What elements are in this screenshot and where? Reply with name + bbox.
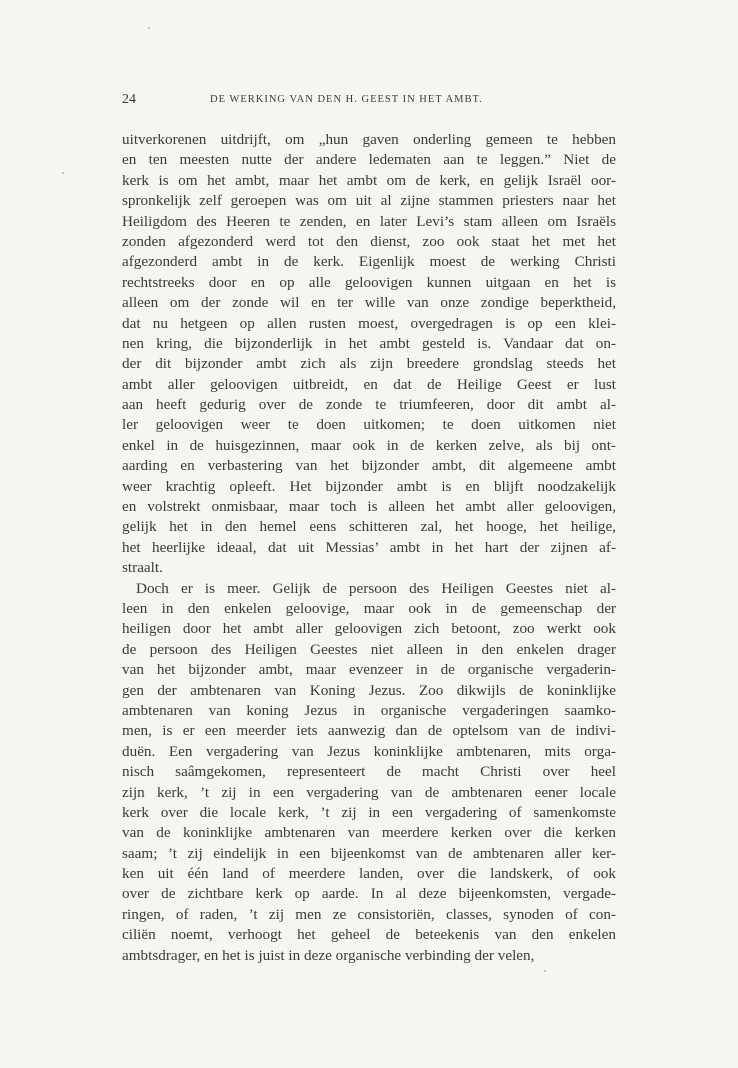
text-line: weer krachtig opleeft. Het bijzonder ambt is en blijft noodzakelijk [122, 477, 616, 495]
text-line: ringen, of raden, ’t zij men ze consistoriën, classes, synoden of con- [122, 905, 616, 923]
text-line: heiligen door het ambt aller geloovigen zich betoont, zoo werkt ook [122, 620, 616, 638]
text-line: spronkelijk zelf geroepen was om uit al zijne stammen priesters naar het [122, 192, 616, 210]
text-line: aarding en verbastering van het bijzonder ambt, dit algemeene ambt [122, 457, 616, 475]
text-line: over de zichtbare kerk op aarde. In al deze bijeenkomsten, vergade- [122, 885, 616, 903]
text-line: en ten meesten nutte der andere ledematen aan te leggen.” Niet de [122, 151, 616, 169]
text-line: het heerlijke ideaal, dat uit Messias’ ambt in het hart der zijnen af- [122, 538, 616, 556]
text-line: duën. Een vergadering van Jezus koninklijke ambtenaren, mits orga- [122, 742, 616, 760]
running-header [122, 92, 616, 110]
text-line: ambt aller geloovigen uitbreidt, en dat de Heilige Geest er lust [122, 375, 616, 393]
text-line: kerk over die locale kerk, ’t zij in een vergadering of samenkomste [122, 803, 616, 821]
text-line: saam; ’t zij eindelijk in een bijeenkomst van de ambtenaren aller ker- [122, 844, 616, 862]
text-line: ken uit één land of meerdere landen, over die landskerk, of ook [122, 865, 616, 883]
text-line: ambtenaren van koning Jezus in organische vergaderingen saamko- [122, 701, 616, 719]
text-line: rechtstreeks door en op alle geloovigen kunnen uitgaan en het is [122, 273, 616, 291]
text-line: en volstrekt onmisbaar, maar toch is alleen het ambt aller geloovigen, [122, 498, 616, 516]
text-line: de persoon des Heiligen Geestes niet alleen in den enkelen drager [122, 640, 616, 658]
text-line: ciliën noemt, verhoogt het geheel de beteekenis van den enkelen [122, 926, 616, 944]
text-line: enkel in de huisgezinnen, maar ook in de kerken zelve, als bij ont- [122, 436, 616, 454]
text-line: uitverkorenen uitdrijft, om „hun gaven onderling gemeen te hebben [122, 131, 616, 148]
text-line: der dit bijzonder ambt zich als zijn breedere grondslag steeds het [122, 355, 616, 373]
text-line: van het bijzonder ambt, maar evenzeer in de organische vergaderin- [122, 661, 616, 679]
text-line: kerk is om het ambt, maar het ambt om de kerk, en gelijk Israël oor- [122, 171, 616, 189]
paragraph-start-line: Doch er is meer. Gelijk de persoon des Heiligen Geestes niet al- [136, 579, 616, 597]
text-line: zijn kerk, ’t zij in een vergadering van de ambtenaren eener locale [122, 783, 616, 801]
text-line: alleen om der zonde wil en ter wille van onze zondige beperktheid, [122, 294, 616, 312]
running-title: DE WERKING VAN DEN H. GEEST IN HET AMBT. [210, 94, 483, 105]
text-line: ambtsdrager, en het is juist in deze organische verbinding der velen, [122, 946, 535, 964]
text-line: gelijk het in den hemel eens schitteren zal, het hooge, het heilige, [122, 518, 616, 536]
page-speck [544, 970, 546, 972]
text-line: gen der ambtenaren van Koning Jezus. Zoo dikwijls de koninklijke [122, 681, 616, 699]
text-line: nisch saâmgekomen, representeert de macht Christi over heel [122, 763, 616, 781]
page-number: 24 [122, 92, 136, 107]
text-line: nen kring, die bijzonderlijk in het ambt gesteld is. Vandaar dat on- [122, 334, 616, 352]
text-line: straalt. [122, 559, 163, 577]
text-line: zonden afgezonderd werd tot den dienst, zoo ook staat het met het [122, 232, 616, 250]
page-speck [62, 172, 64, 174]
text-line: leen in den enkelen geloovige, maar ook in de gemeenschap der [122, 599, 616, 617]
text-line: Heiligdom des Heeren te zenden, en later Levi’s stam alleen om Israëls [122, 212, 616, 230]
text-line: men, is er een meerder iets aanwezig dan de optelsom van de indivi- [122, 722, 616, 740]
text-line: aan heeft gedurig over de zonde te triumfeeren, door dit ambt al- [122, 396, 616, 414]
text-line: ler geloovigen weer te doen uitkomen; te doen uitkomen niet [122, 416, 616, 434]
page-speck [148, 27, 150, 29]
text-line: dat nu hetgeen op allen rusten moest, overgedragen is op een klei- [122, 314, 616, 332]
text-line: afgezonderd ambt in de kerk. Eigenlijk moest de werking Christi [122, 253, 616, 271]
text-line: van de koninklijke ambtenaren van meerdere kerken over die kerken [122, 824, 616, 842]
body-text [122, 130, 616, 966]
